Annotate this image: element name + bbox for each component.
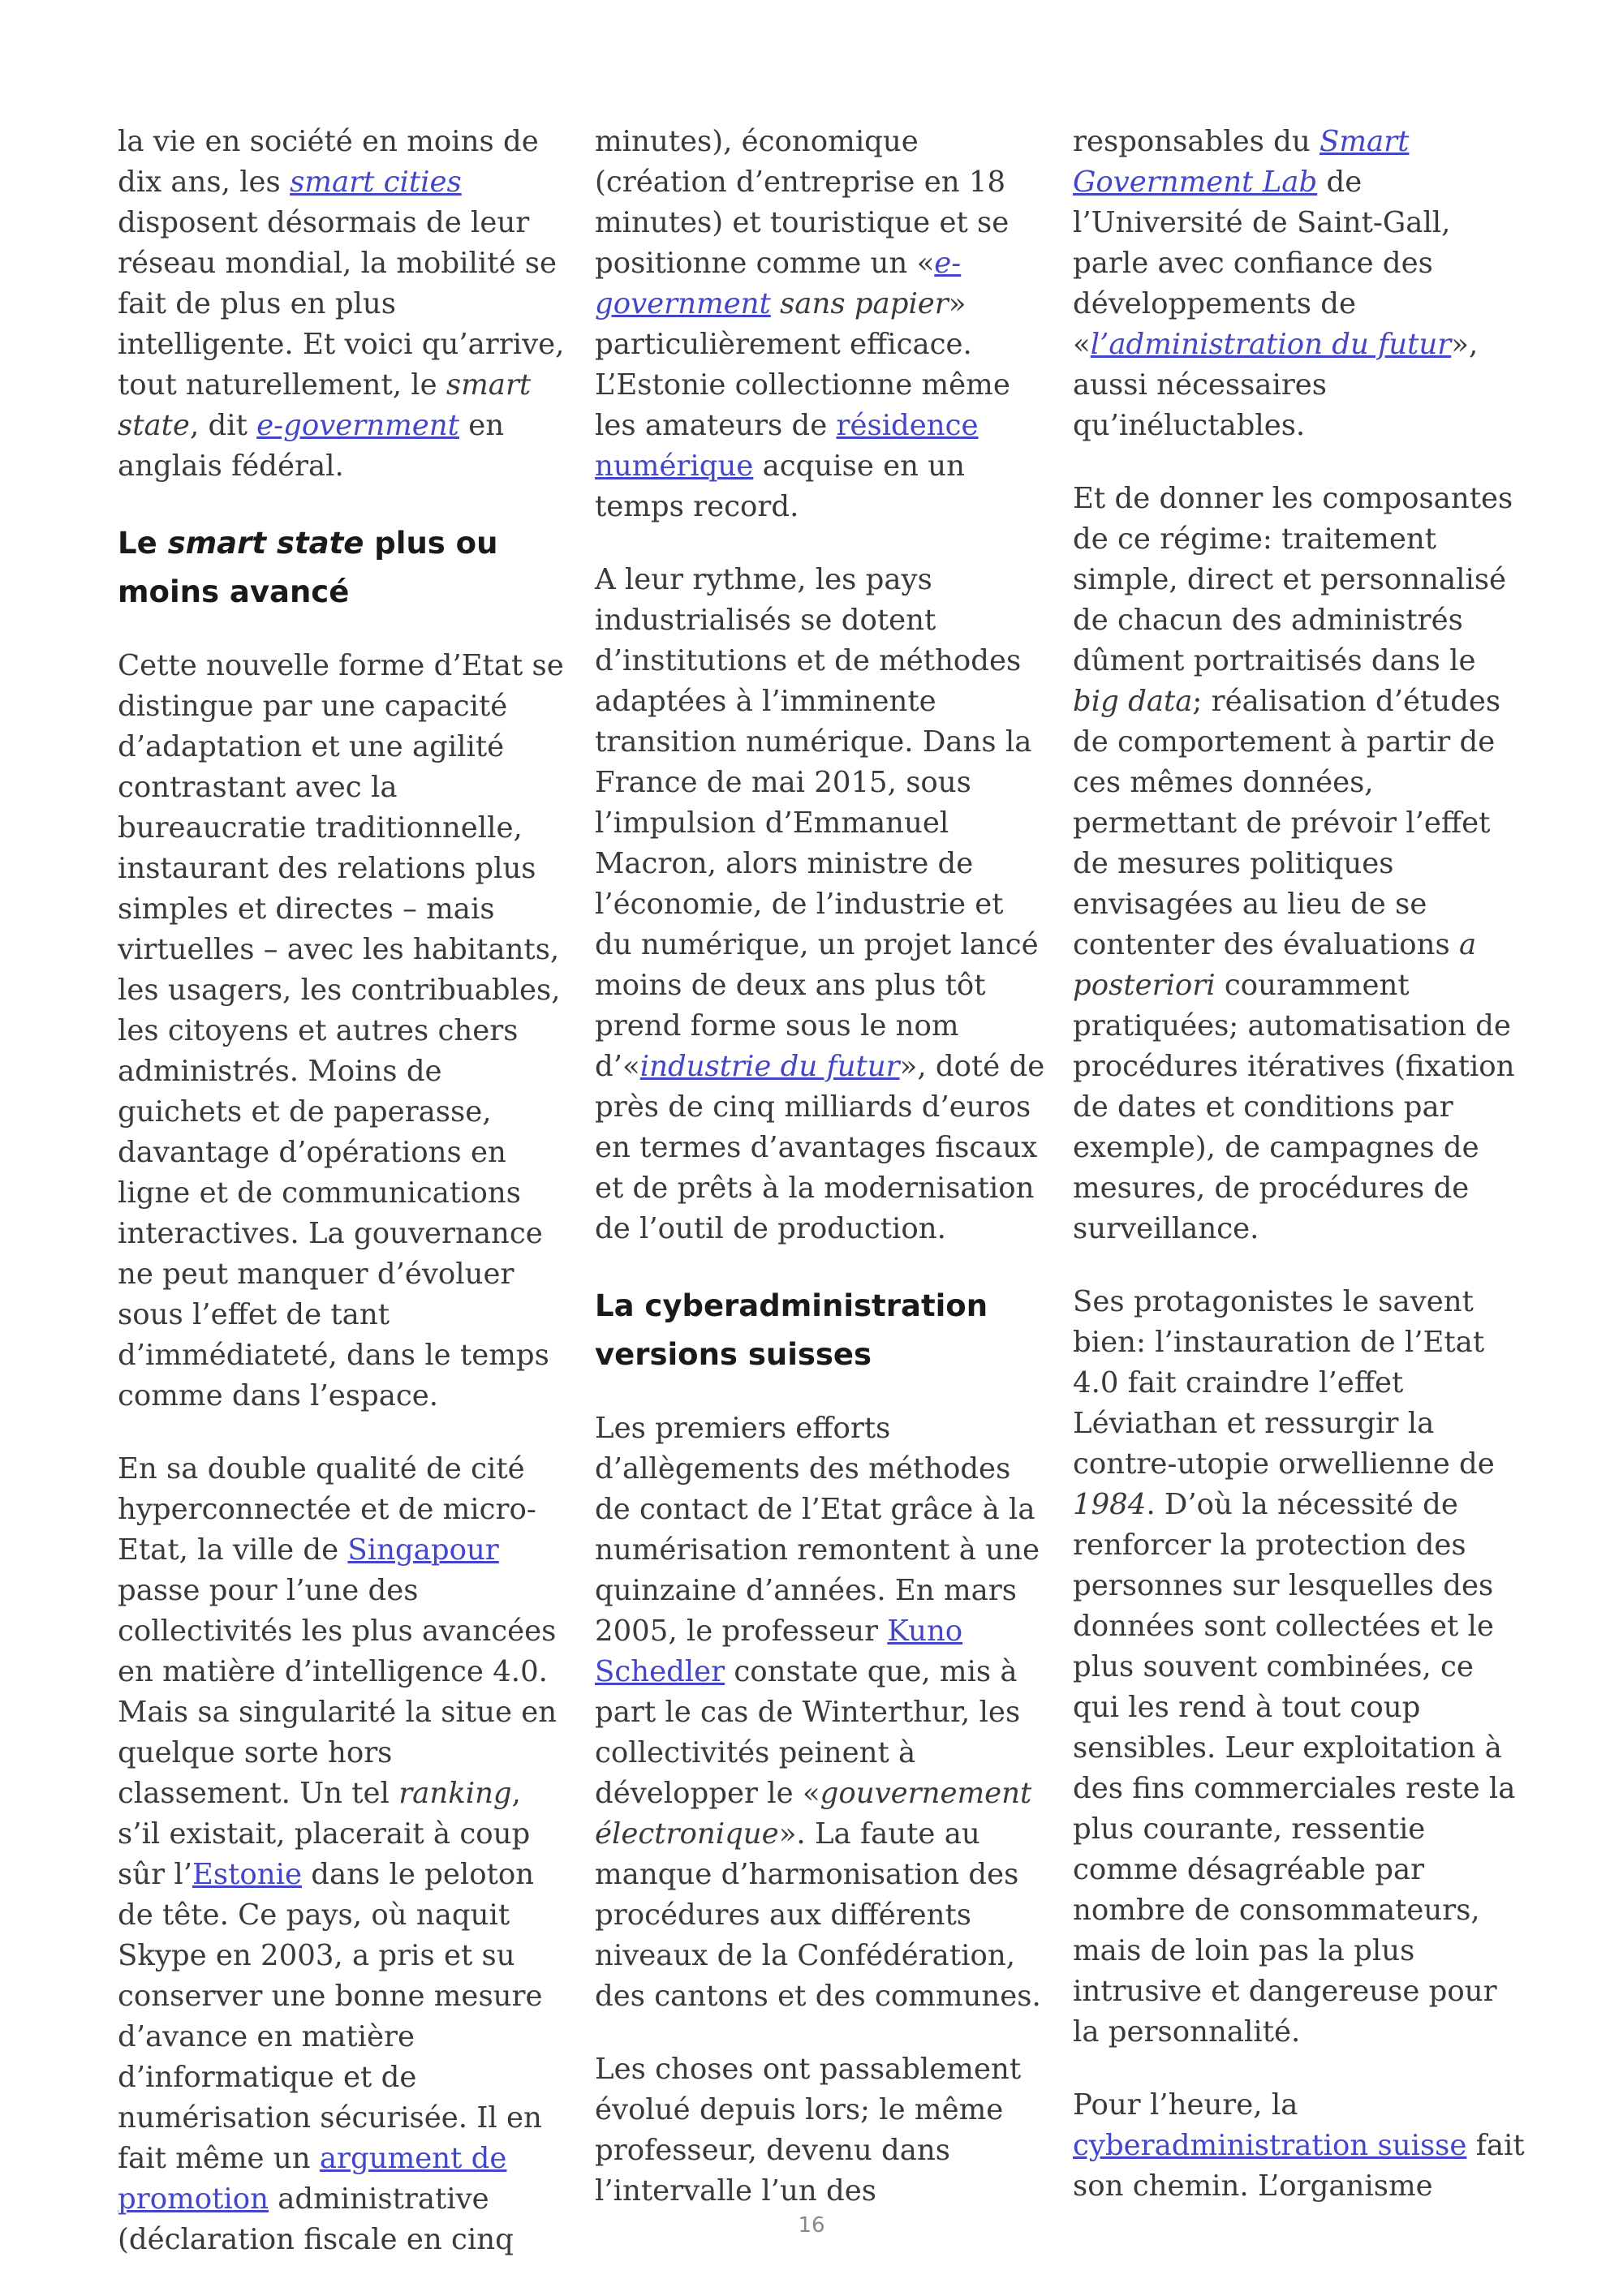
paragraph: Cette nouvelle forme d’Etat se distingue par une capacité d’adaptation et une agilité contrastant avec la bureaucratie traditionnelle, instaurant des relations plus simples et directes – mais virtuelles – avec les habitants, les usagers, les contribuables, les citoyens et autres chers administrés. Moins de guichets et de paperasse, davantage d’opérations en ligne et de communications interactives. La gouvernance ne peut manquer d’évoluer sous l’effet de tant d’immédiateté, dans le temps comme dans l’espace.	[118, 649, 564, 1412]
estonie-link[interactable]: Estonie	[192, 1858, 302, 1891]
paragraph: Pour l’heure, la cyberadministration suisse fait son chemin. L’organisme	[1073, 2088, 1525, 2203]
kuno-schedler-link[interactable]: Kuno Schedler	[595, 1615, 963, 1688]
text-column-middle	[595, 122, 1045, 2244]
cyberadministration-suisse-link[interactable]: cyberadministration suisse	[1073, 2129, 1467, 2162]
residence-numerique-link[interactable]: résidence numérique	[595, 409, 979, 483]
e-government-sans-papier-link[interactable]: e-government	[595, 247, 962, 320]
e-government-link[interactable]: e-government	[256, 409, 459, 442]
smart-government-lab-link[interactable]: Smart Government Lab	[1073, 125, 1410, 199]
paragraph: Les premiers efforts d’allègements des méthodes de contact de l’Etat grâce à la numérisation remontent à une quinzaine d’années. En mars 2005, le professeur Kuno Schedler constate que, mis à part le cas de Winterthur, les collectivités peinent à développer le «gouvernement électronique». La faute au manque d’harmonisation des procédures aux différents niveaux de la Confédération, des cantons et des communes.	[595, 1412, 1041, 2013]
argument-de-promotion-link[interactable]: argument de promotion	[118, 2142, 507, 2216]
paragraph: responsables du Smart Government Lab de l’Université de Saint-Gall, parle avec confiance des développements de «l’administration du futur», aussi nécessaires qu’inéluctables.	[1073, 125, 1479, 442]
section-heading-smart-state: Le smart state plus ou moins avancé	[118, 526, 498, 609]
paragraph: la vie en société en moins de dix ans, les smart cities disposent désormais de leur réseau mondial, la mobilité se fait de plus en plus intelligente. Et voici qu’arrive, tout naturellement, le smart state, dit e-government en anglais fédéral.	[118, 125, 565, 483]
smart-cities-link[interactable]: smart cities	[290, 166, 462, 199]
section-heading-cyberadministration: La cyberadministration versions suisses	[595, 1288, 988, 1372]
singapour-link[interactable]: Singapour	[347, 1533, 499, 1567]
paragraph: En sa double qualité de cité hyperconnectée et de micro-Etat, la ville de Singapour passe pour l’une des collectivités les plus avancées en matière d’intelligence 4.0. Mais sa singularité la situe en quelque sorte hors classement. Un tel ranking, s’il existait, placerait à coup sûr l’Estonie dans le peloton de tête. Ce pays, où naquit Skype en 2003, a pris et su conserver une bonne mesure d’avance en matière d’informatique et de numérisation sécurisée. Il en fait même un argument de promotion administrative (déclaration fiscale en cinq	[118, 1452, 558, 2256]
paragraph: Les choses ont passablement évolué depuis lors; le même professeur, devenu dans l’intervalle l’un des	[595, 2053, 1022, 2208]
administration-du-futur-link[interactable]: l’administration du futur	[1090, 328, 1452, 361]
page-number: 16	[798, 2213, 825, 2238]
industrie-du-futur-link[interactable]: industrie du futur	[639, 1050, 900, 1083]
paragraph: Ses protagonistes le savent bien: l’instauration de l’Etat 4.0 fait craindre l’effet Léviathan et ressurgir la contre-utopie orwellienne de 1984. D’où la nécessité de renforcer la protection des personnes sur lesquelles des données sont collectées et le plus souvent combinées, ce qui les rend à tout coup sensibles. Leur exploitation à des fins commerciales reste la plus courante, ressentie comme désagréable par nombre de consommateurs, mais de loin pas la plus intrusive et dangereuse pour la personnalité.	[1073, 1285, 1516, 2049]
paragraph: A leur rythme, les pays industrialisés se dotent d’institutions et de méthodes adaptées à l’imminente transition numérique. Dans la France de mai 2015, sous l’impulsion d’Emmanuel Macron, alors ministre de l’économie, de l’industrie et du numérique, un projet lancé moins de deux ans plus tôt prend forme sous le nom d’«industrie du futur», doté de près de cinq milliards d’euros en termes d’avantages fiscaux et de prêts à la modernisation de l’outil de production.	[595, 563, 1045, 1245]
text-column-right	[1073, 122, 1527, 2239]
paragraph: minutes), économique (création d’entreprise en 18 minutes) et touristique et se positionne comme un «e-government sans papier» particulièrement efficace. L’Estonie collectionne même les amateurs de résidence numérique acquise en un temps record.	[595, 125, 1010, 523]
paragraph: Et de donner les composantes de ce régime: traitement simple, direct et personnalisé de chacun des administrés dûment portraitisés dans le big data; réalisation d’études de comportement à partir de ces mêmes données, permettant de prévoir l’effet de mesures politiques envisagées au lieu de se contenter des évaluations a posteriori couramment pratiquées; automatisation de procédures itératives (fixation de dates et conditions par exemple), de campagnes de mesures, de procédures de surveillance.	[1073, 482, 1515, 1245]
text-column-left	[118, 122, 568, 2293]
